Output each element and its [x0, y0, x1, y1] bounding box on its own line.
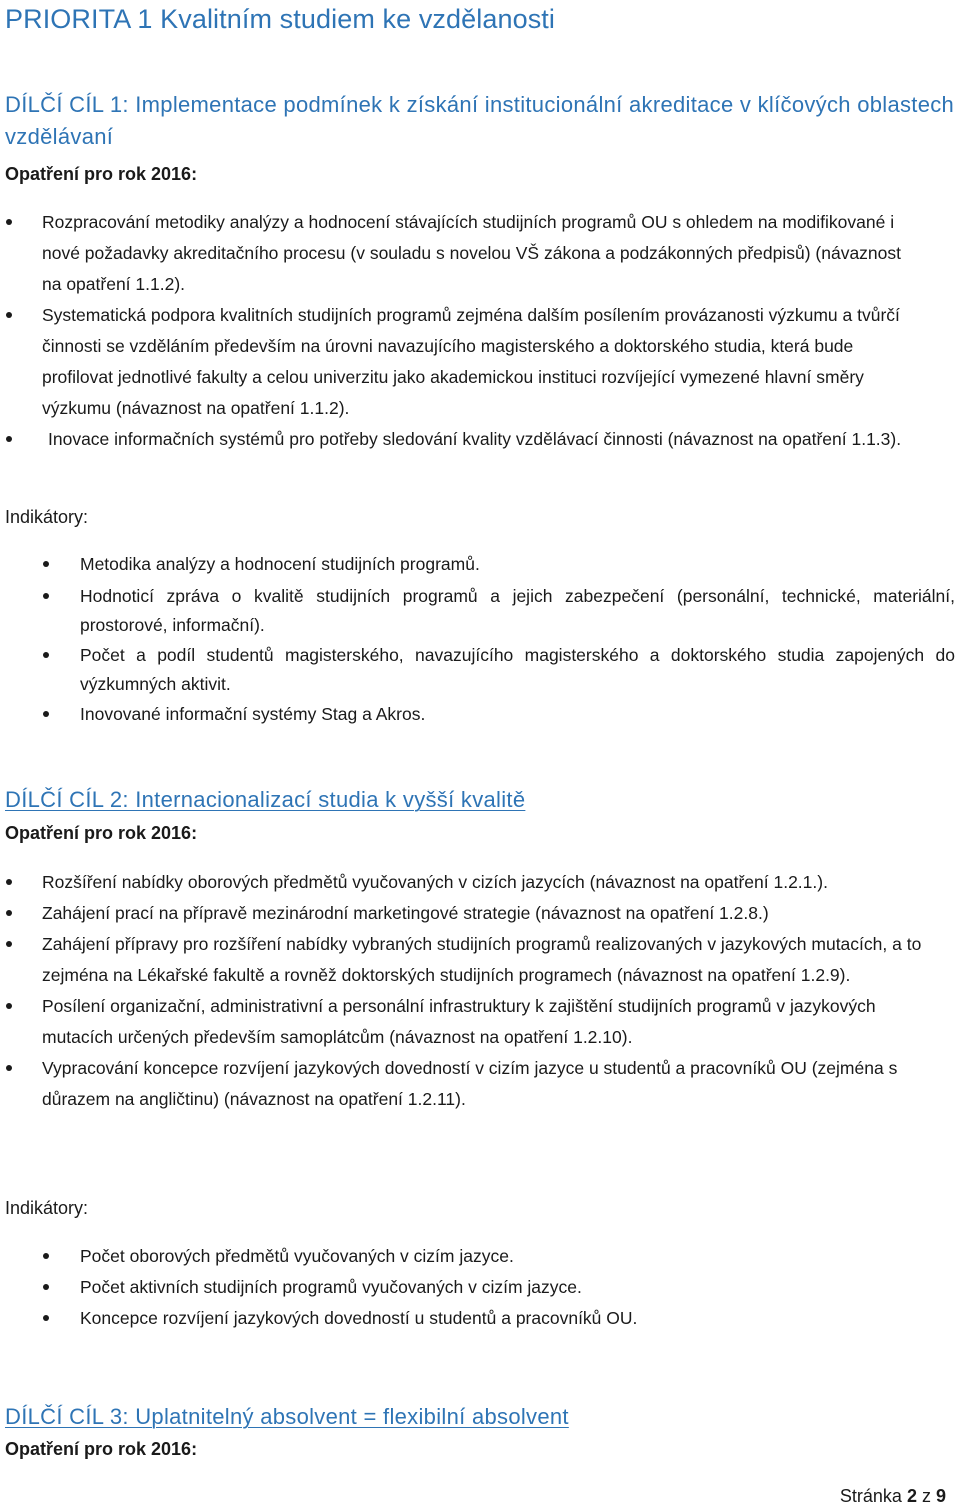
bullet-icon — [6, 941, 12, 947]
list-item: Inovace informačních systémů pro potřeby sledování kvality vzdělávací činnosti (návaznost na opatření 1.1.3). — [42, 424, 922, 455]
list-item: Koncepce rozvíjení jazykových dovedností u studentů a pracovníků OU. — [80, 1303, 955, 1334]
goal-2-measures-list — [42, 867, 922, 1115]
bullet-icon — [6, 1065, 12, 1071]
goal-1-indicators-label: Indikátory: — [5, 507, 89, 527]
list-item: Rozpracování metodiky analýzy a hodnocení stávajících studijních programů OU s ohledem na modifikované i nové požadavky akreditačního procesu (v souladu s novelou VŠ zákona a podzákonných předpisů) (návaznost na opatření 1.1.2). — [42, 207, 922, 300]
goal-2-indicators-list — [80, 1241, 955, 1334]
bullet-icon — [43, 1284, 49, 1290]
bullet-icon — [43, 1315, 49, 1321]
bullet-icon — [6, 436, 12, 442]
list-item: Zahájení prací na přípravě mezinárodní marketingové strategie (návaznost na opatření 1.2.8.) — [42, 898, 922, 929]
bullet-icon — [6, 312, 12, 318]
bullet-icon — [6, 1003, 12, 1009]
page-title: PRIORITA 1 Kvalitním studiem ke vzdělanosti — [5, 4, 556, 34]
list-item: Posílení organizační, administrativní a personální infrastruktury k zajištění studijních programů v jazykových mutacích určených především samoplátcům (návaznost na opatření 1.2.10). — [42, 991, 922, 1053]
bullet-icon — [43, 1253, 49, 1259]
bullet-icon — [43, 561, 49, 567]
bullet-icon — [6, 879, 12, 885]
page-number: Stránka 2 z 9 — [839, 1486, 946, 1506]
bullet-icon — [43, 652, 49, 658]
goal-3-heading: DÍLČÍ CÍL 3: Uplatnitelný absolvent = flexibilní absolvent — [5, 1404, 569, 1429]
bullet-icon — [6, 910, 12, 916]
goal-2-indicators-label: Indikátory: — [5, 1198, 89, 1218]
bullet-icon — [43, 711, 49, 717]
goal-2-heading: DÍLČÍ CÍL 2: Internacionalizací studia k vyšší kvalitě — [5, 787, 526, 812]
list-item: Rozšíření nabídky oborových předmětů vyučovaných v cizích jazycích (návaznost na opatření 1.2.1.). — [42, 867, 922, 898]
list-item: Počet aktivních studijních programů vyučovaných v cizím jazyce. — [80, 1272, 955, 1303]
goal-1-indicators-list — [80, 550, 955, 729]
list-item: Systematická podpora kvalitních studijních programů zejména dalším posílením provázanosti výzkumu a tvůrčí činnosti se vzděláním především na úrovni navazujícího magisterského a doktorského studia, která bude profilovat jednotlivé fakulty a celou univerzitu jako akademickou instituci rozvíjející vymezené hlavní směry výzkumu (návaznost na opatření 1.1.2). — [42, 300, 922, 424]
goal-2-measures-label: Opatření pro rok 2016: — [5, 823, 198, 843]
list-item: Počet a podíl studentů magisterského, navazujícího magisterského a doktorského studia zapojených do výzkumných aktivit. — [80, 641, 955, 699]
goal-1-heading: DÍLČÍ CÍL 1: Implementace podmínek k získání institucionální akreditace v klíčových oblastech vzdělávaní — [5, 92, 955, 149]
bullet-icon — [43, 593, 49, 599]
list-item: Vypracování koncepce rozvíjení jazykových dovedností v cizím jazyce u studentů a pracovníků OU (zejména s důrazem na angličtinu) (návaznost na opatření 1.2.11). — [42, 1053, 922, 1115]
list-item: Inovované informační systémy Stag a Akros. — [80, 700, 955, 729]
goal-1-measures-list — [42, 207, 922, 455]
bullet-icon — [6, 219, 12, 225]
list-item: Zahájení přípravy pro rozšíření nabídky vybraných studijních programů realizovaných v jazykových mutacích, a to zejména na Lékařské fakultě a rovněž doktorských studijních programech (návaznost na opatření 1.2.9). — [42, 929, 922, 991]
list-item: Metodika analýzy a hodnocení studijních programů. — [80, 550, 955, 579]
list-item: Hodnoticí zpráva o kvalitě studijních programů a jejich zabezpečení (personální, technické, materiální, prostorové, informační). — [80, 582, 955, 640]
goal-3-measures-label: Opatření pro rok 2016: — [5, 1439, 198, 1459]
list-item: Počet oborových předmětů vyučovaných v cizím jazyce. — [80, 1241, 955, 1272]
goal-1-measures-label: Opatření pro rok 2016: — [5, 164, 198, 184]
